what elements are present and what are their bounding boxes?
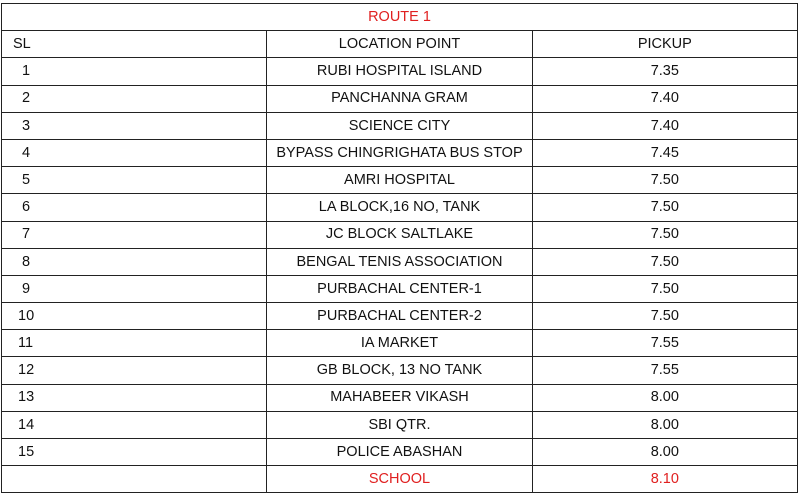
cell-pickup: 7.55 (532, 330, 797, 357)
route-table-container (1, 3, 798, 493)
cell-sl: 11 (2, 330, 267, 357)
cell-location: RUBI HOSPITAL ISLAND (267, 58, 532, 85)
route-table (1, 3, 798, 493)
cell-pickup: 8.00 (532, 384, 797, 411)
cell-location: PURBACHAL CENTER-1 (267, 275, 532, 302)
cell-pickup: 7.45 (532, 139, 797, 166)
cell-location: PURBACHAL CENTER-2 (267, 303, 532, 330)
cell-pickup: 7.35 (532, 58, 797, 85)
cell-pickup: 7.50 (532, 248, 797, 275)
cell-sl: 12 (2, 357, 267, 384)
cell-pickup: 8.00 (532, 439, 797, 466)
table-row (2, 439, 798, 466)
cell-sl: 4 (2, 139, 267, 166)
footer-pickup: 8.10 (532, 466, 797, 493)
cell-pickup: 7.50 (532, 194, 797, 221)
cell-location: BYPASS CHINGRIGHATA BUS STOP (267, 139, 532, 166)
table-row (2, 275, 798, 302)
cell-pickup: 7.50 (532, 303, 797, 330)
table-row (2, 139, 798, 166)
table-row (2, 194, 798, 221)
title-row (2, 4, 798, 31)
table-row (2, 167, 798, 194)
table-row (2, 112, 798, 139)
cell-location: GB BLOCK, 13 NO TANK (267, 357, 532, 384)
cell-sl: 14 (2, 411, 267, 438)
cell-location: MAHABEER VIKASH (267, 384, 532, 411)
cell-pickup: 8.00 (532, 411, 797, 438)
footer-location: SCHOOL (267, 466, 532, 493)
cell-location: SBI QTR. (267, 411, 532, 438)
cell-sl: 6 (2, 194, 267, 221)
cell-pickup: 7.50 (532, 167, 797, 194)
cell-location: POLICE ABASHAN (267, 439, 532, 466)
table-row (2, 411, 798, 438)
cell-pickup: 7.40 (532, 85, 797, 112)
table-row (2, 221, 798, 248)
table-row (2, 303, 798, 330)
table-row (2, 85, 798, 112)
cell-location: LA BLOCK,16 NO, TANK (267, 194, 532, 221)
cell-sl: 13 (2, 384, 267, 411)
cell-sl: 9 (2, 275, 267, 302)
cell-sl: 8 (2, 248, 267, 275)
cell-location: PANCHANNA GRAM (267, 85, 532, 112)
header-pickup: PICKUP (532, 31, 797, 58)
table-row (2, 384, 798, 411)
cell-location: SCIENCE CITY (267, 112, 532, 139)
footer-row (2, 466, 798, 493)
table-row (2, 58, 798, 85)
cell-sl: 5 (2, 167, 267, 194)
cell-pickup: 7.40 (532, 112, 797, 139)
cell-sl: 1 (2, 58, 267, 85)
cell-location: BENGAL TENIS ASSOCIATION (267, 248, 532, 275)
cell-sl: 15 (2, 439, 267, 466)
table-row (2, 248, 798, 275)
cell-pickup: 7.55 (532, 357, 797, 384)
header-sl: SL (2, 31, 267, 58)
table-row (2, 357, 798, 384)
cell-sl: 2 (2, 85, 267, 112)
cell-sl: 3 (2, 112, 267, 139)
table-body (2, 58, 798, 466)
route-title: ROUTE 1 (2, 4, 798, 31)
cell-pickup: 7.50 (532, 275, 797, 302)
cell-location: AMRI HOSPITAL (267, 167, 532, 194)
cell-sl: 10 (2, 303, 267, 330)
table-row (2, 330, 798, 357)
cell-sl: 7 (2, 221, 267, 248)
cell-pickup: 7.50 (532, 221, 797, 248)
header-row (2, 31, 798, 58)
header-location: LOCATION POINT (267, 31, 532, 58)
cell-location: JC BLOCK SALTLAKE (267, 221, 532, 248)
footer-sl (2, 466, 267, 493)
cell-location: IA MARKET (267, 330, 532, 357)
